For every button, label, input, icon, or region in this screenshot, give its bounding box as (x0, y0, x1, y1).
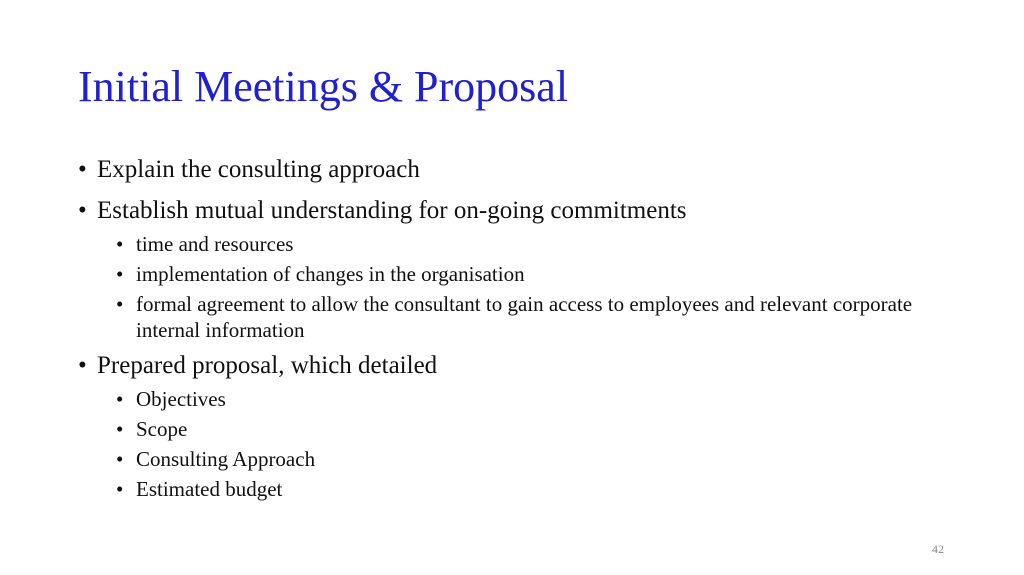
bullet-text: Explain the consulting approach (97, 156, 420, 183)
sub-bullet-item (78, 291, 926, 343)
sub-bullet-item (78, 476, 926, 502)
sub-bullet-text: Consulting Approach (136, 447, 316, 471)
sub-bullet-text: Estimated budget (136, 477, 283, 501)
bullet-icon: • (78, 156, 87, 183)
bullet-text: Establish mutual understanding for on-going commitments (97, 197, 687, 224)
sub-bullet-icon: • (116, 292, 124, 316)
bullet-icon: • (78, 352, 87, 379)
bullet-item (78, 154, 938, 186)
sub-bullet-icon: • (116, 417, 124, 441)
sub-bullet-icon: • (116, 262, 124, 286)
sub-bullet-text: implementation of changes in the organisation (136, 262, 525, 286)
slide-title: Initial Meetings & Proposal (78, 62, 569, 111)
sub-bullet-text: time and resources (136, 232, 294, 256)
sub-bullet-item (78, 261, 926, 287)
sub-bullet-list (78, 386, 938, 502)
sub-bullet-icon: • (116, 232, 124, 256)
sub-bullet-item (78, 446, 926, 472)
sub-bullet-icon: • (116, 447, 124, 471)
sub-bullet-item (78, 386, 926, 412)
sub-bullet-text: Scope (136, 417, 188, 441)
bullet-icon: • (78, 197, 87, 224)
spacer (78, 343, 938, 350)
sub-bullet-item (78, 416, 926, 442)
bullet-text: Prepared proposal, which detailed (97, 352, 438, 379)
sub-bullet-list (78, 231, 938, 343)
bullet-item (78, 195, 938, 227)
bullet-item (78, 350, 938, 382)
sub-bullet-icon: • (116, 387, 124, 411)
bullet-list (78, 154, 938, 502)
sub-bullet-icon: • (116, 477, 124, 501)
sub-bullet-text: Objectives (136, 387, 226, 411)
page-number: 42 (932, 542, 944, 556)
sub-bullet-text: formal agreement to allow the consultant to gain access to employees and relevant corporate internal information (136, 292, 913, 342)
sub-bullet-item (78, 231, 926, 257)
